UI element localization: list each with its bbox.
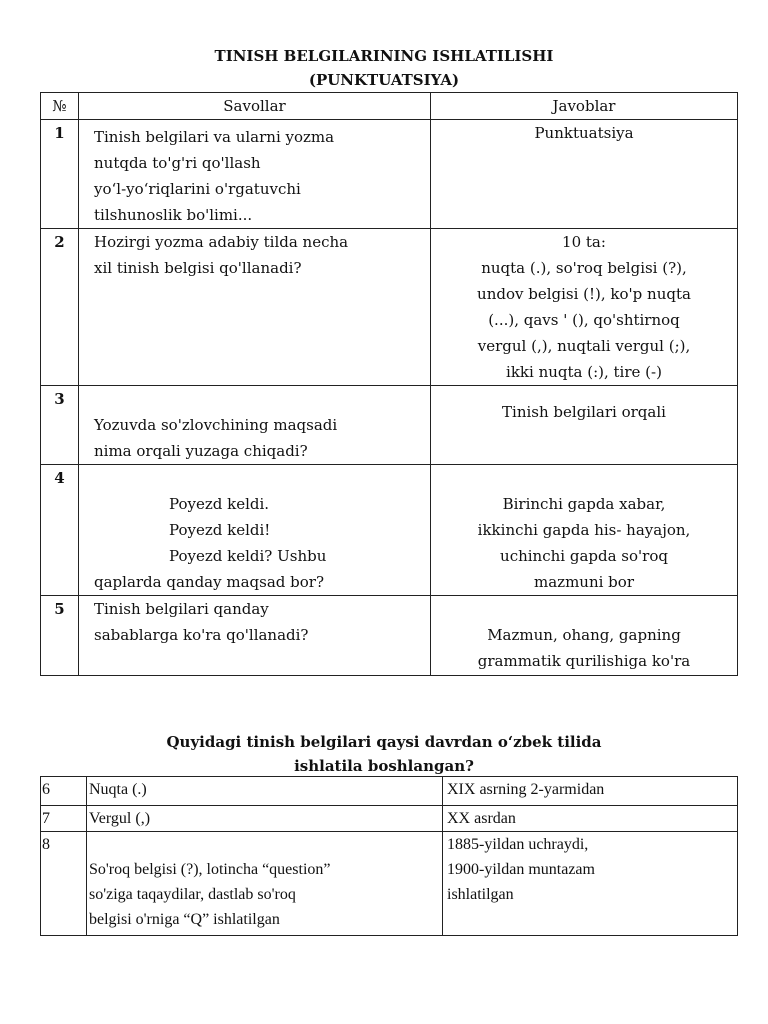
question-line: Tinish belgilari va ularni yozma (94, 128, 335, 146)
table-row (41, 465, 738, 596)
question-line: Tinish belgilari qanday (94, 600, 269, 618)
question-cell (79, 465, 431, 596)
period-line: XX asrdan (447, 810, 516, 827)
question-line: sabablarga ko'ra qo'llanadi? (94, 626, 309, 644)
question-line: yo‘l-yo‘riqlarini o'rgatuvchi (94, 180, 301, 198)
header-number: № (41, 93, 79, 120)
mark-line: So'roq belgisi (?), lotincha “question” (89, 861, 331, 878)
question-line: Yozuvda so'zlovchining maqsadi (94, 416, 338, 434)
answer-line: Mazmun, ohang, gapning (487, 626, 681, 644)
header-answers: Javoblar (431, 93, 738, 120)
answer-line: Punktuatsiya (534, 124, 634, 142)
question-line: qaplarda qanday maqsad bor? (94, 573, 324, 591)
question-cell (79, 386, 431, 465)
title-line-2: (PUNKTUATSIYA) (308, 71, 460, 89)
table-row (41, 806, 738, 832)
table-row (41, 832, 738, 936)
question-cell (79, 120, 431, 229)
table-row (41, 386, 738, 465)
questions-table (40, 92, 738, 676)
answer-line: mazmuni bor (534, 573, 634, 591)
answer-line: vergul (,), nuqtali vergul (;), (477, 337, 691, 355)
row-number: 5 (41, 596, 79, 676)
section-heading-line-1: Quyidagi tinish belgilari qaysi davrdan o‘zbek tilida (166, 733, 602, 751)
period-line: ishlatilgan (447, 886, 514, 903)
answer-line: ikki nuqta (:), tire (-) (506, 363, 662, 381)
question-line: xil tinish belgisi qo'llanadi? (94, 259, 302, 277)
section-heading-line-2: ishlatila boshlangan? (294, 757, 474, 775)
answer-line: (...), qavs ' (), qo'shtirnoq (488, 311, 680, 329)
answer-cell (431, 386, 738, 465)
mark-cell (87, 777, 443, 806)
title-line-1: TINISH BELGILARINING ISHLATILISHI (214, 47, 554, 65)
period-cell (443, 806, 738, 832)
question-line: Hozirgi yozma adabiy tilda necha (94, 233, 349, 251)
answer-line: undov belgisi (!), ko'p nuqta (477, 285, 691, 303)
question-line: Poyezd keldi! (169, 521, 271, 539)
table-header-row (41, 93, 738, 120)
table-row (41, 596, 738, 676)
row-number: 2 (41, 229, 79, 386)
document-title (0, 44, 768, 92)
mark-line: Nuqta (.) (89, 781, 147, 798)
answer-line: 10 ta: (562, 233, 606, 251)
answer-cell (431, 596, 738, 676)
answer-line: grammatik qurilishiga ko'ra (477, 652, 691, 670)
answer-line: Tinish belgilari orqali (502, 403, 666, 421)
question-line: nutqda to'g'ri qo'llash (94, 154, 261, 172)
header-questions: Savollar (79, 93, 431, 120)
period-line: XIX asrning 2-yarmidan (447, 781, 605, 798)
row-number: 3 (41, 386, 79, 465)
table-row (41, 120, 738, 229)
row-number: 1 (41, 120, 79, 229)
answer-line: uchinchi gapda so'roq (500, 547, 668, 565)
period-cell (443, 832, 738, 936)
history-table (40, 776, 738, 936)
question-cell (79, 596, 431, 676)
answer-line: nuqta (.), so'roq belgisi (?), (481, 259, 687, 277)
row-number: 6 (41, 777, 87, 806)
question-line: nima orqali yuzaga chiqadi? (94, 442, 308, 460)
answer-cell (431, 465, 738, 596)
answer-line: ikkinchi gapda his- hayajon, (477, 521, 691, 539)
row-number: 7 (41, 806, 87, 832)
question-line: tilshunoslik bo'limi... (94, 206, 253, 224)
period-line: 1885-yildan uchraydi, (447, 836, 589, 853)
answer-cell (431, 229, 738, 386)
mark-line: Vergul (,) (89, 810, 151, 827)
period-line: 1900-yildan muntazam (447, 861, 595, 878)
mark-cell (87, 806, 443, 832)
table-row (41, 229, 738, 386)
mark-line: so'ziga taqaydilar, dastlab so'roq (89, 886, 296, 903)
period-cell (443, 777, 738, 806)
row-number: 4 (41, 465, 79, 596)
row-number: 8 (41, 832, 87, 936)
section-heading (0, 730, 768, 778)
question-cell (79, 229, 431, 386)
question-line: Poyezd keldi. (169, 495, 270, 513)
mark-cell (87, 832, 443, 936)
question-line: Poyezd keldi? Ushbu (169, 547, 327, 565)
table-row (41, 777, 738, 806)
mark-line: belgisi o'rniga “Q” ishlatilgan (89, 911, 280, 928)
answer-cell (431, 120, 738, 229)
answer-line: Birinchi gapda xabar, (502, 495, 666, 513)
